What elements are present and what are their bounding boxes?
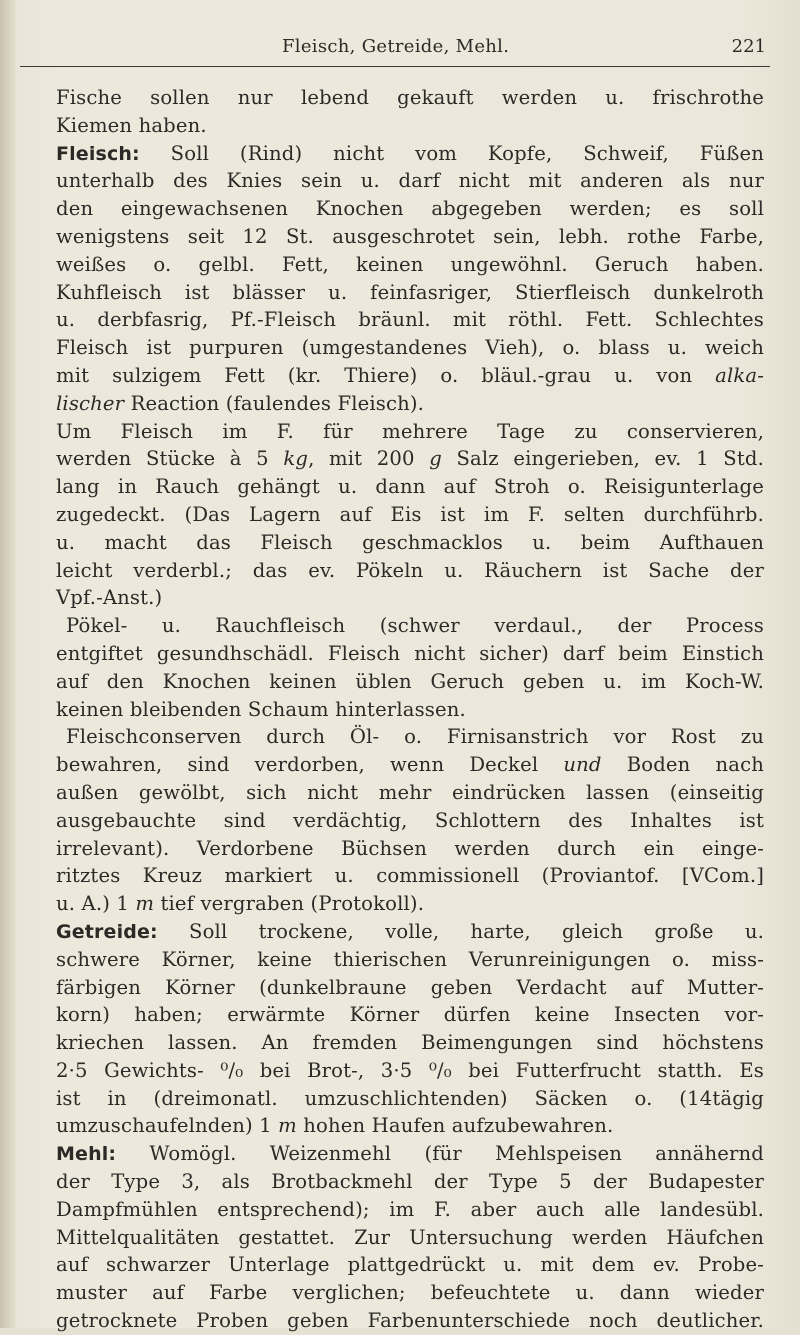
text-line — [56, 1001, 764, 1029]
text-run: Kiemen haben. — [56, 113, 207, 137]
text-run: wenigstens seit 12 St. ausgeschrotet sein, lebh. rothe Farbe, — [56, 224, 764, 248]
text-line — [56, 445, 764, 473]
text-line — [56, 473, 764, 501]
text-line — [56, 140, 764, 168]
text-line — [56, 334, 764, 362]
text-run: färbigen Körner (dunkelbraune geben Verdacht auf Mutter- — [56, 975, 764, 999]
italic-text: m — [135, 892, 155, 916]
text-line — [56, 1196, 764, 1224]
text-run: Fleisch ist purpuren (umgestandenes Vieh), o. blass u. weich — [56, 336, 764, 360]
italic-text: kg — [283, 447, 309, 471]
text-line — [56, 390, 764, 418]
text-line — [56, 723, 764, 751]
text-run: muster auf Farbe verglichen; befeuchtete u. dann wieder — [56, 1281, 764, 1305]
section-keyword: Mehl: — [56, 1143, 117, 1166]
text-run: ritztes Kreuz markiert u. commissionell (Proviantof. [VCom.] — [56, 864, 764, 888]
text-run: keinen bleibenden Schaum hinterlassen. — [56, 697, 466, 721]
text-run: Um Fleisch im F. für mehrere Tage zu conservieren, — [56, 419, 764, 443]
text-line — [56, 974, 764, 1002]
text-line — [56, 362, 764, 390]
text-run: unterhalb des Knies sein u. darf nicht mit anderen als nur — [56, 169, 764, 193]
text-line — [56, 862, 764, 890]
text-line — [56, 612, 764, 640]
text-line — [56, 1029, 764, 1057]
text-run: lang in Rauch gehängt u. dann auf Stroh o. Reisigunterlage — [56, 475, 764, 499]
text-run: kriechen lassen. An fremden Beimengungen sind höchstens — [56, 1031, 764, 1055]
text-run: werden Stücke à 5 — [56, 447, 284, 471]
text-run: Womögl. Weizenmehl (für Mehlspeisen annähernd — [116, 1142, 764, 1166]
section-keyword: Fleisch: — [56, 142, 140, 165]
text-run: tief vergraben (Protokoll). — [154, 892, 425, 916]
text-run: Dampfmühlen entsprechend); im F. aber auch alle landesübl. — [56, 1197, 764, 1221]
italic-text: lischer — [56, 391, 125, 415]
text-run: u. A.) 1 — [56, 892, 136, 916]
text-line — [56, 1251, 764, 1279]
text-line — [56, 1057, 764, 1085]
text-run: Soll (Rind) nicht vom Kopfe, Schweif, Füßen — [139, 141, 764, 165]
text-run: Fleischconserven durch Öl- o. Firnisanstrich vor Rost zu — [66, 725, 764, 749]
italic-text: g — [429, 447, 442, 471]
text-run: zugedeckt. (Das Lagern auf Eis ist im F. selten durchführb. — [56, 502, 764, 526]
italic-text: m — [278, 1114, 297, 1138]
italic-text: und — [563, 753, 602, 777]
running-header-title: Fleisch, Getreide, Mehl. — [282, 36, 510, 57]
section-keyword: Getreide: — [56, 920, 158, 943]
text-run: Reaction (faulendes Fleisch). — [124, 391, 425, 415]
text-run: Soll trockene, volle, harte, gleich große u. — [157, 919, 764, 943]
text-line — [56, 223, 764, 251]
text-line — [56, 640, 764, 668]
text-line — [56, 835, 764, 863]
text-run: leicht verderbl.; das ev. Pökeln u. Räuchern ist Sache der — [56, 558, 764, 582]
text-run: den eingewachsenen Knochen abgegeben werden; es soll — [56, 197, 764, 221]
text-run: entgiftet gesundhschädl. Fleisch nicht sicher) darf beim Einstich — [56, 641, 764, 665]
text-run: Vpf.-Anst.) — [56, 586, 163, 610]
text-run: Pökel- u. Rauchfleisch (schwer verdaul., der Process — [66, 614, 764, 638]
text-run: schwere Körner, keine thierischen Verunreinigungen o. miss- — [56, 947, 764, 971]
text-run: Mittelqualitäten gestattet. Zur Untersuchung werden Häufchen — [56, 1225, 764, 1249]
text-line — [56, 279, 764, 307]
text-line — [56, 112, 764, 140]
text-run: u. derbfasrig, Pf.-Fleisch bräunl. mit röthl. Fett. Schlechtes — [56, 308, 764, 332]
text-run: umzuschaufelnden) 1 — [56, 1114, 279, 1138]
text-line — [56, 557, 764, 585]
text-run: außen gewölbt, sich nicht mehr eindrücken lassen (einseitig — [56, 780, 764, 804]
text-line — [56, 696, 764, 724]
text-run: korn) haben; erwärmte Körner dürfen keine Insecten vor- — [56, 1003, 764, 1027]
text-run: auf schwarzer Unterlage plattgedrückt u. mit dem ev. Probe- — [56, 1253, 764, 1277]
running-header — [60, 36, 766, 66]
text-line — [56, 167, 764, 195]
text-line — [56, 1224, 764, 1252]
text-run: 2·5 Gewichts- ⁰/₀ bei Brot-, 3·5 ⁰/₀ bei Futterfrucht statth. Es — [56, 1058, 764, 1082]
text-line — [56, 84, 764, 112]
text-line — [56, 807, 764, 835]
text-line — [56, 1112, 764, 1140]
text-run: Boden nach — [601, 753, 765, 777]
text-line — [56, 779, 764, 807]
text-line — [56, 306, 764, 334]
text-line — [56, 501, 764, 529]
text-line — [56, 584, 764, 612]
text-line — [56, 195, 764, 223]
text-line — [56, 529, 764, 557]
text-run: Kuhfleisch ist blässer u. feinfasriger, Stierfleisch dunkelroth — [56, 280, 764, 304]
italic-text: alka- — [715, 363, 764, 387]
text-run: , mit 200 — [308, 447, 430, 471]
page-number: 221 — [731, 36, 766, 57]
text-run: bewahren, sind verdorben, wenn Deckel — [56, 753, 564, 777]
text-run: getrocknete Proben geben Farbenunterschiede noch deutlicher. — [56, 1309, 764, 1333]
text-run: ausgebauchte sind verdächtig, Schlottern des Inhaltes ist — [56, 808, 764, 832]
text-run: hohen Haufen aufzubewahren. — [296, 1114, 614, 1138]
text-run: mit sulzigem Fett (kr. Thiere) o. bläul.-grau u. von — [56, 363, 716, 387]
text-run: auf den Knochen keinen üblen Geruch geben u. im Koch-W. — [56, 669, 764, 693]
text-run: irrelevant). Verdorbene Büchsen werden durch ein einge- — [56, 836, 764, 860]
text-run: ist in (dreimonatl. umzuschlichtenden) Säcken o. (14tägig — [56, 1086, 764, 1110]
text-line — [56, 251, 764, 279]
body-text — [56, 84, 764, 1335]
text-line — [56, 1085, 764, 1113]
text-run: u. macht das Fleisch geschmacklos u. beim Aufthauen — [56, 530, 764, 554]
text-line — [56, 1279, 764, 1307]
text-run: der Type 3, als Brotbackmehl der Type 5 der Budapester — [56, 1170, 764, 1194]
text-run: Fische sollen nur lebend gekauft werden u. frischrothe — [56, 86, 764, 109]
text-line — [56, 418, 764, 446]
text-line — [56, 668, 764, 696]
text-line — [56, 918, 764, 946]
text-line — [56, 1168, 764, 1196]
text-line — [56, 1140, 764, 1168]
header-rule — [20, 66, 770, 67]
text-line — [56, 1307, 764, 1335]
text-run: weißes o. gelbl. Fett, keinen ungewöhnl. Geruch haben. — [56, 252, 764, 276]
page-spine-shadow — [0, 0, 16, 1328]
text-line — [56, 890, 764, 918]
text-line — [56, 946, 764, 974]
text-line — [56, 751, 764, 779]
text-run: Salz eingerieben, ev. 1 Std. — [441, 447, 764, 471]
